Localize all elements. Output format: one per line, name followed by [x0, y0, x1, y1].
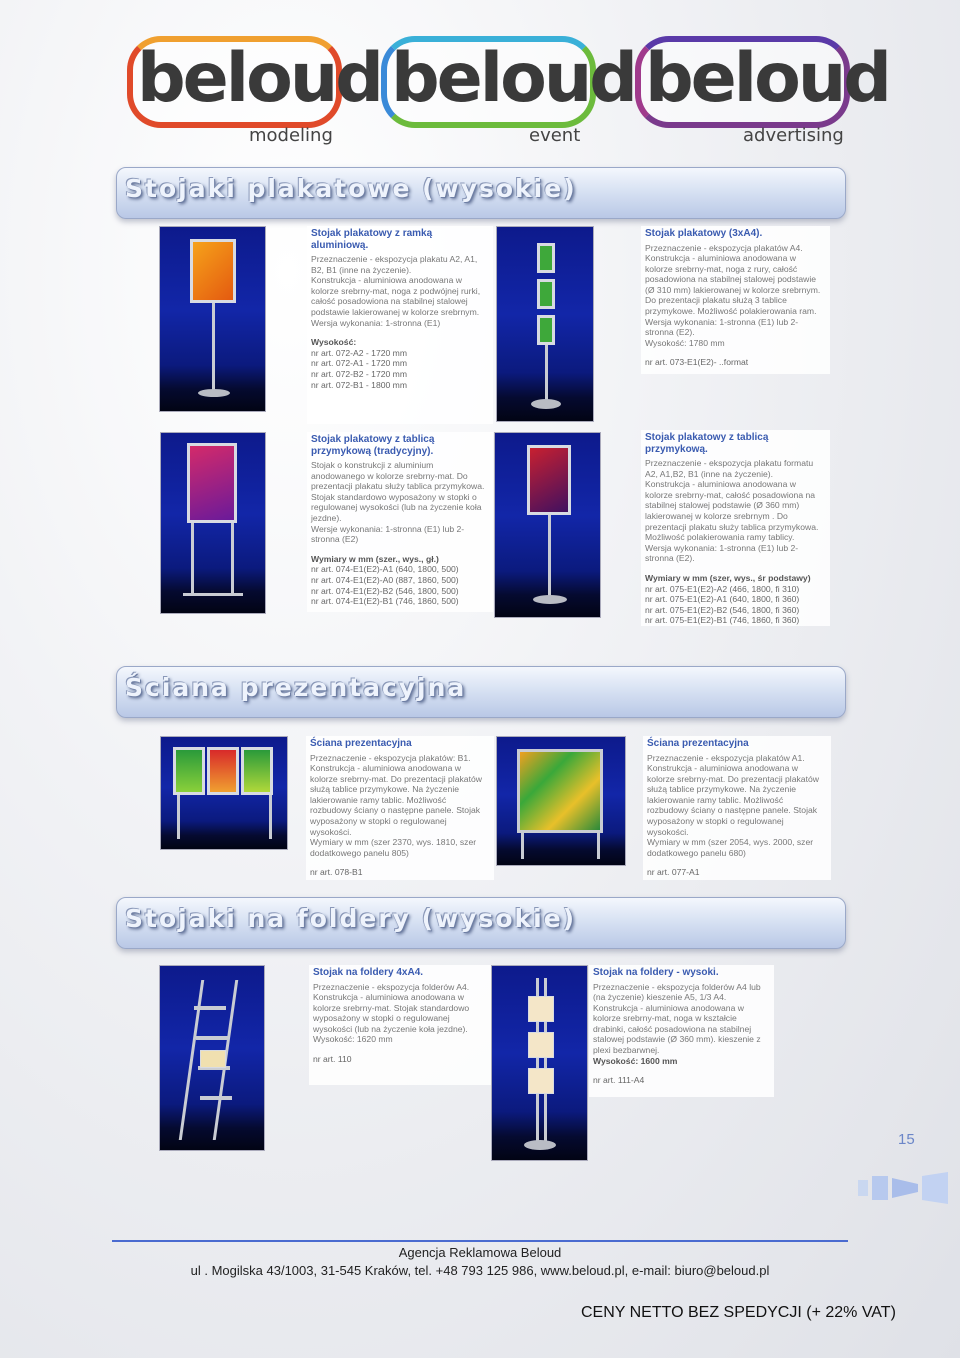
logo-word: beloud — [137, 39, 381, 118]
logo-sub-advertising: advertising — [743, 125, 844, 146]
logo-beloud-advertising — [635, 30, 889, 150]
page-number: 15 — [898, 1131, 915, 1148]
price-note: CENY NETTO BEZ SPEDYCJI (+ 22% VAT) — [581, 1304, 896, 1321]
product-title: Stojak na foldery - wysoki. — [593, 967, 719, 978]
logo-beloud-modeling — [127, 30, 381, 150]
article-number: nr art. 074-E1(E2)-A1 (640, 1800, 500) — [311, 564, 459, 575]
logo-sub-modeling: modeling — [249, 125, 333, 146]
product-description-075: Stojak plakatowy z tablicą przymykową. Przeznaczenie - ekspozycja plakatu formatu A2, A1,B2, B1 (inne na życzenie). Konstrukcja - aluminiowa anodowana w kolorze srebrny-mat, całość posadowiona na stabilnej stalowej podstawie (Ø 360 mm) lakierowanej w kolorze srebrnym . Do prezentacji plakatu służy tablica przymykowa. Możliwość polakierowania ramy tablicy. Wersja wykonania: 1-stronna (E1) lub 2-stronna (E2). Wymiary w mm (szer, wys., śr podstawy) nr art. 075-E1(E2)-A2 (466, 1800, fi 310) nr art. 075-E1(E2)-A1 (640, 1800, fi 360) nr art. 075-E1(E2)-B2 (546, 1800, fi 360) nr art. 075-E1(E2)-B1 (746, 1860, fi 360) — [641, 430, 830, 626]
product-description-073: Stojak plakatowy (3xA4). Przeznaczenie - ekspozycja plakatów A4. Konstrukcja - aluminiowa anodowana w kolorze srebrny-mat, noga z rury, całość posadowiona na stabilnej stalowej podstawie (Ø 310 mm) lakierowanej w kolorze srebrnym. Do prezentacji plakatu służą 3 tablice przymykowe. Możliwość polakierowania ram. Wersja wykonania: 1-stronna (E1) lub 2-stronna (E2). Wysokość: 1780 mm nr art. 073-E1(E2)- ..format — [641, 226, 830, 374]
section-title: Stojaki na foldery (wysokie) — [125, 904, 577, 933]
article-number: nr art. 075-E1(E2)-A1 (640, 1800, fi 360) — [645, 594, 800, 605]
article-number: nr art. 074-E1(E2)-A0 (887, 1860, 500) — [311, 574, 459, 585]
article-number: nr art. 075-E1(E2)-A2 (466, 1800, fi 310) — [645, 583, 800, 594]
product-title: Stojak plakatowy z ramką aluminiową. — [311, 228, 433, 251]
logo-word: beloud — [645, 39, 889, 118]
article-number: nr art. 072-B1 - 1800 mm — [311, 379, 408, 390]
product-photo-077 — [496, 736, 626, 866]
product-title: Stojak plakatowy z tablicą przymykową. — [645, 432, 769, 455]
product-title: Ściana prezentacyjna — [647, 738, 749, 749]
article-number: nr art. 074-E1(E2)-B2 (546, 1800, 500) — [311, 585, 459, 596]
article-number: nr art. 072-B2 - 1720 mm — [311, 368, 408, 379]
article-number: nr art. 072-A2 - 1720 mm — [311, 347, 408, 358]
product-photo-074 — [160, 432, 266, 614]
product-description-077: Ściana prezentacyjna Przeznaczenie - ekspozycja plakatów A1. Konstrukcja - aluminiowa anodowana w kolorze srebrny-mat. Do prezentacji plakatów służą tablice przymykowe. Na życzenie lakierowanie ramy tablic. Możliwość rozbudowy ściany o następne panele. Stojak wyposażony w stopki o regulowanej wysokości. Wymiary w mm (szer 2054, wys. 2000, szer dodatkowego panelu 680) nr art. 077-A1 — [643, 736, 831, 880]
article-number: nr art. 075-E1(E2)-B1 (746, 1860, fi 360) — [645, 615, 800, 626]
article-number: nr art. 078-B1 — [310, 867, 363, 878]
product-photo-075 — [494, 432, 601, 618]
poster-image — [190, 239, 236, 303]
product-photo-073 — [496, 226, 594, 422]
product-title: Stojak plakatowy (3xA4). — [645, 228, 763, 239]
product-photo-078 — [160, 736, 288, 850]
logo-beloud-event — [381, 30, 635, 150]
section-title: Stojaki plakatowe (wysokie) — [125, 174, 577, 203]
footer-agency: Agencja Reklamowa Beloud — [398, 1245, 562, 1260]
product-description-072: Stojak plakatowy z ramką aluminiową. Przeznaczenie - ekspozycja plakatu A2, A1, B2, B1 (inne na życzenie). Konstrukcja - aluminiowa anodowana w kolorze srebrny-mat, noga z podwójnej rurki, całość posadowiona na stabilnej stalowej podstawie lakierowanej w kolorze srebrnym. Wersja wykonania: 1-stronna (E1) Wysokość: nr art. 072-A2 - 1720 mm nr art. 072-A1 - 1720 mm nr art. 072-B2 - 1720 mm nr art. 072-B1 - 1800 mm — [307, 226, 493, 424]
section-title: Ściana prezentacyjna — [125, 673, 467, 702]
logo-word: beloud — [391, 39, 635, 118]
arrow-decoration-icon — [858, 1170, 948, 1206]
product-title: Stojak plakatowy z tablicą przymykową (tradycyjny). — [311, 434, 435, 457]
footer-address: ul . Mogilska 43/1003, 31-545 Kraków, tel. +48 793 125 986, www.beloud.pl, e-mail: biuro@beloud.pl — [190, 1263, 770, 1278]
product-description-074: Stojak plakatowy z tablicą przymykową (tradycyjny). Stojak o konstrukcji z aluminium anodowanego w kolorze srebrny-mat. Do prezentacji plakatu służy tablica przymykowa. Stojak standardowo wyposażony w stopki o regulowanej wysokości (lub na życzenie koła jezdne). Wersje wykonania: 1-stronna (E1) lub 2-stronna (E2) Wymiary w mm (szer., wys., gł.) nr art. 074-E1(E2)-A1 (640, 1800, 500) nr art. 074-E1(E2)-A0 (887, 1860, 500) nr art. 074-E1(E2)-B2 (546, 1800, 500) nr art. 074-E1(E2)-B1 (746, 1860, 500) — [307, 432, 493, 612]
article-number: nr art. 072-A1 - 1720 mm — [311, 358, 408, 369]
section-banner-poster-stands — [116, 167, 846, 219]
article-number: nr art. 110 — [313, 1054, 352, 1065]
product-photo-110 — [159, 965, 265, 1151]
product-photo-111 — [491, 965, 588, 1161]
article-number: nr art. 077-A1 — [647, 867, 700, 878]
section-banner-folder-stands — [116, 897, 846, 949]
logo-sub-event: event — [529, 125, 581, 146]
footer-divider — [112, 1240, 848, 1242]
product-photo-072 — [159, 226, 266, 412]
article-number: nr art. 111-A4 — [593, 1075, 645, 1086]
product-description-110: Stojak na foldery 4xA4. Przeznaczenie - ekspozycja folderów A4. Konstrukcja - aluminiowa anodowana w kolorze srebrny-mat. Stojak standardowo wyposażony w stopki o regulowanej wysokości (lub na życzenie koła jezdne). Wysokość: 1620 mm nr art. 110 — [309, 965, 491, 1085]
product-description-078: Ściana prezentacyjna Przeznaczenie - ekspozycja plakatów: B1. Konstrukcja - aluminiowa anodowana w kolorze srebrny-mat. Do prezentacji plakatów służą tablice przymykowe. Na życzenie lakierowanie ramy tablic. Możliwość rozbudowy ściany o następne panele. Stojak wyposażony w stopki o regulowanej wysokości. Wymiary w mm (szer 2370, wys. 1810, szer dodatkowego panelu 805) nr art. 078-B1 — [306, 736, 494, 880]
product-title: Stojak na foldery 4xA4. — [313, 967, 424, 978]
article-number: nr art. 073-E1(E2)- ..format — [645, 357, 749, 368]
article-number: nr art. 075-E1(E2)-B2 (546, 1800, fi 360) — [645, 604, 800, 615]
product-description-111: Stojak na foldery - wysoki. Przeznaczenie - ekspozycja folderów A4 lub (na życzenie) kieszenie A5, 1/3 A4. Konstrukcja - aluminiowa anodowana w kolorze srebrny-mat, noga w kształcie drabinki, całość posadowiona na stabilnej stalowej podstawie (Ø 360 mm). kieszenie z plexi bezbarwnej. Wysokość: 1600 mm nr art. 111-A4 — [589, 965, 774, 1097]
article-number: nr art. 074-E1(E2)-B1 (746, 1860, 500) — [311, 596, 459, 607]
product-title: Ściana prezentacyjna — [310, 738, 412, 749]
section-banner-presentation-wall — [116, 666, 846, 718]
